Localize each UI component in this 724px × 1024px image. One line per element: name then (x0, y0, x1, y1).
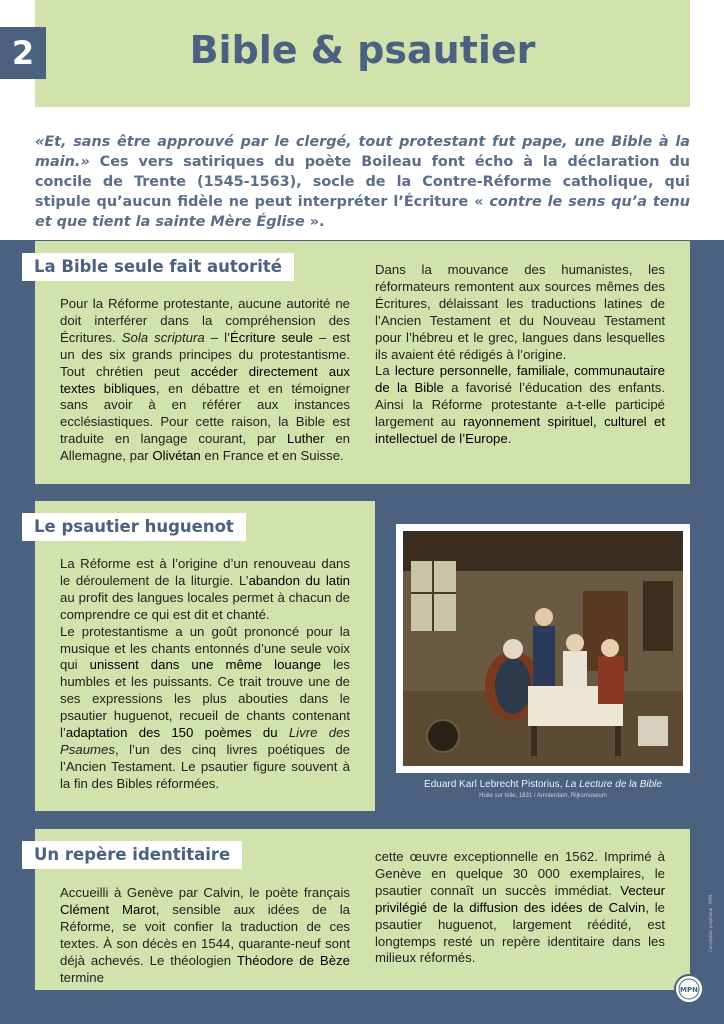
text-span: , en débattre et en témoigner sans avoir à en référer aux instances ecclésiastiques. Pour cette raison, la Bible est traduite en langage courant, par (60, 380, 350, 447)
caption-author: Eduard Karl Lebrecht Pistorius, (424, 779, 566, 790)
text-span: – l’ (204, 329, 230, 345)
text-span: cette œuvre exceptionnelle en 1562. Imprimé à Genève en quelque 30 000 exemplaires, le psautier connaît un succès immédiat. (375, 849, 665, 898)
emphasis: Luther (286, 431, 325, 447)
bible-column-left (60, 296, 350, 465)
section-heading-psautier: Le psautier huguenot (22, 513, 246, 541)
intro-paragraph (35, 132, 690, 232)
emphasis: Olivétan (152, 448, 201, 464)
psautier-text (60, 556, 350, 793)
intro-italic-quote: contre le sens qu’a tenu et que tient la sainte Mère Église (35, 194, 690, 230)
museum-logo (674, 974, 704, 1004)
text-span: , l’un des cinq livres poétiques de l’Ancien Testament. Le psautier figure souvent à la fin des Bibles réformées. (60, 741, 350, 791)
emphasis: lecture personnelle, familiale, communautaire de la Bible (375, 363, 665, 396)
bible-reading-painting (403, 531, 683, 766)
emphasis: abandon du latin (248, 572, 351, 588)
emphasis: Clément Marot (60, 901, 156, 917)
text-span: Accueilli à Genève par Calvin, le poète français (60, 885, 350, 900)
text-span: La (375, 363, 395, 379)
text-span: – est un des six grands principes du protestantisme. Tout chrétien peut (60, 329, 350, 379)
emphasis: accéder directement aux textes bibliques (60, 363, 351, 396)
paragraph (60, 624, 350, 793)
text-span: La Réforme est à l’origine d’un renouveau dans le déroulement de la liturgie. L’ (60, 556, 350, 588)
text-span: Pour la Réforme protestante, aucune autorité ne doit interférer dans la compréhension des Écritures. (60, 296, 350, 345)
painting-caption-subline: Huile sur toile, 1831 / Amsterdam, Rijksmuseum (479, 793, 607, 799)
caption-title: La Lecture de la Bible (565, 779, 662, 790)
sola-scriptura: Sola scriptura (121, 329, 205, 345)
section-heading-identitaire: Un repère identitaire (22, 841, 242, 869)
logo-text: MPN (680, 986, 698, 994)
side-credit: Conception graphique : MPN (708, 894, 713, 952)
emphasis: Vecteur privilégié de la diffusion des idées de Calvin (375, 882, 665, 915)
intro-quote: «Et, sans être approuvé par le clergé, tout protestant fut pape, une Bible à la main.» (35, 134, 690, 170)
text-span: en France et en Suisse. (200, 448, 344, 464)
identitaire-column-right (375, 849, 665, 967)
text-span: termine (60, 969, 104, 985)
page-title: Bible & psautier (189, 28, 536, 72)
text-span: au profit des langues locales permet à chacun de comprendre ce qui est dit et chanté. (60, 589, 350, 622)
painting-frame (396, 524, 690, 773)
bible-column-right (375, 262, 665, 448)
emphasis: rayonnement spirituel, culturel et intellectuel de l’Europe (375, 414, 665, 447)
text-span: , sensible aux idées de la Réforme, se voit confier la traduction de ces textes. À son décès en 1544, quarante-neuf sont déjà achevés. Le théologien (60, 901, 350, 968)
paragraph: Dans la mouvance des humanistes, les réformateurs remontent aux sources mêmes des Écritures, délaissant les traductions latines de l’Ancien Testament et du Nouveau Testament pour l’hébreu et le grec, langues dans lesquelles ils avaient été rédigés à l’origine. (375, 262, 665, 362)
identitaire-column-left (60, 885, 350, 986)
text-span: les humbles et les puissants. Ce trait trouve une de ses expressions les plus abouties dans le psautier huguenot, recueil de chants contenant l’ (60, 657, 350, 741)
emphasis: unissent dans une même louange (89, 657, 322, 673)
page-number-badge: 2 (0, 27, 46, 79)
paragraph (375, 363, 665, 448)
paragraph (60, 556, 350, 624)
text-span: , le psautier huguenot, largement réédité, est longtemps resté un repère identitaire dans les milieux réformés. (375, 899, 666, 966)
text-span: a favorisé l’éducation des enfants. Ainsi la Réforme protestante a-t-elle participé largement au (375, 380, 665, 430)
intro-text-after: ». (304, 214, 325, 230)
emphasis: Écriture seule (230, 329, 313, 345)
painting-caption (396, 779, 690, 790)
text-span: Le protestantisme a un goût prononcé pour la musique et les chants entonnés d’une seule voix qui (60, 623, 350, 673)
emphasis: adaptation des 150 poèmes du (65, 725, 278, 741)
text-span: en Allemagne, par (60, 431, 350, 464)
text-span: . (507, 431, 512, 447)
section-heading-bible: La Bible seule fait autorité (22, 253, 294, 281)
emphasis: Théodore de Bèze (236, 952, 350, 968)
museum-logo-icon (678, 978, 700, 1000)
livre-des-psaumes: Livre des Psaumes (60, 725, 350, 757)
intro-text-before: Ces vers satiriques du poète Boileau font écho à la déclaration du concile de Trente (1545-1563), socle de la Contre-Réforme catholique, qui stipule qu’aucun fidèle ne peut interpréter l’Écriture « (35, 154, 690, 210)
